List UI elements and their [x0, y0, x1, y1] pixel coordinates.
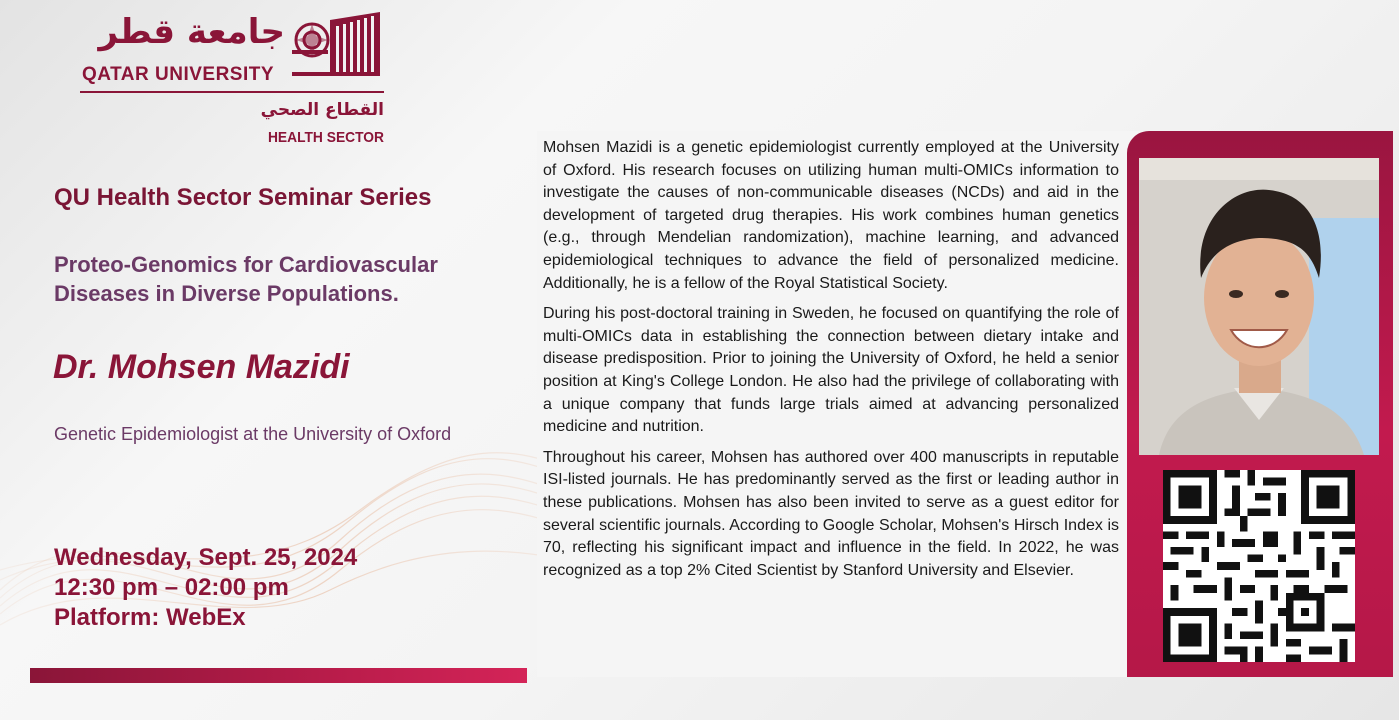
bio-paragraph-1: Mohsen Mazidi is a genetic epidemiologist currently employed at the University of Oxford. His research focuses on utilizing human multi-OMICs information to investigate the causes of non-communicable diseases (NCDs) and aid in the development of targeted drug therapies. His work combines human genetics (e.g., through Mendelian randomization), machine learning, and advanced epidemiological techniques to advance the field of personalized medicine. Additionally, he is a fellow of the Royal Statistical Society. — [543, 139, 1119, 292]
bio-paragraph-2: During his post-doctoral training in Sweden, he focused on quantifying the role of multi-OMICs data in establishing the connection between dietary intake and disease predisposition. Prior to joining the University of Oxford, he held a senior position at King's College London. He also had the privilege of collaborating with a unique company that funds large trials aimed at advancing personalized medicine and nutrition. — [543, 305, 1119, 436]
qu-emblem-icon — [290, 12, 386, 82]
logo-arabic-name: جامعة قطر — [98, 12, 285, 52]
event-time: 12:30 pm – 02:00 pm — [54, 574, 289, 601]
event-details — [54, 543, 357, 633]
logo-divider — [80, 91, 384, 93]
qatar-university-logo — [80, 8, 390, 148]
event-platform: Platform: WebEx — [54, 604, 246, 631]
speaker-position: Genetic Epidemiologist at the University of Oxford — [54, 424, 452, 444]
seminar-series-title: QU Health Sector Seminar Series — [54, 184, 432, 211]
speaker-photo — [1139, 158, 1379, 455]
talk-title: Proteo-Genomics for Cardiovascular Diseases in Diverse Populations. — [54, 252, 438, 306]
bio-paragraph-3: Throughout his career, Mohsen has authored over 400 manuscripts in reputable ISI-listed journals. He has predominantly served as the first or leading author in these publications. Mohsen has also been invited to serve as a guest editor for several scientific journals. According to Google Scholar, Mohsen's Hirsch Index is 70, reflecting his significant impact and influence in the field. In 2022, he was recognized as a top 2% Cited Scientist by Stanford University and Elsevier. — [543, 448, 1119, 579]
event-date: Wednesday, Sept. 25, 2024 — [54, 544, 358, 571]
speaker-name: Dr. Mohsen Mazidi — [53, 348, 350, 386]
speaker-bio — [543, 137, 1119, 590]
sector-arabic-label: القطاع الصحي — [260, 100, 384, 120]
accent-bar — [30, 668, 527, 683]
logo-english-name: QATAR UNIVERSITY — [82, 64, 275, 85]
registration-qr-code[interactable] — [1163, 470, 1355, 662]
sector-english-label: HEALTH SECTOR — [267, 129, 384, 146]
